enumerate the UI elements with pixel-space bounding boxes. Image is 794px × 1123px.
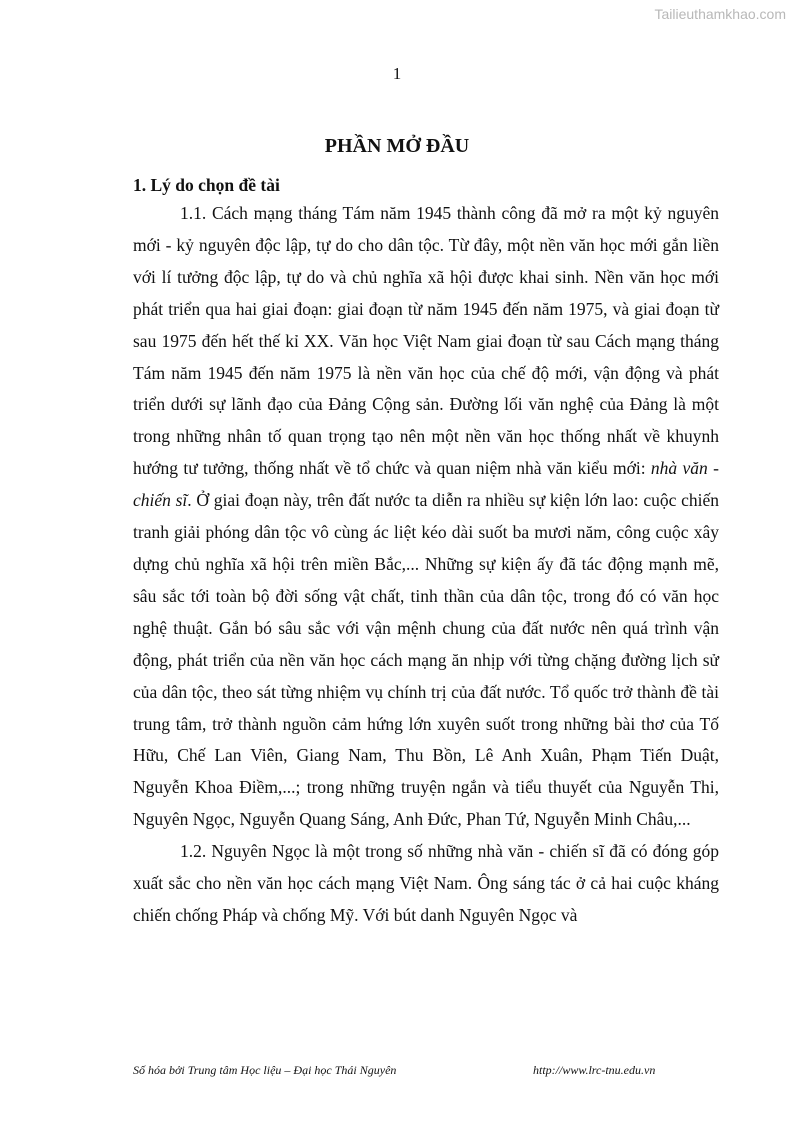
page-number: 1: [392, 64, 402, 83]
footer-url: http://www.lrc-tnu.edu.vn: [533, 1063, 656, 1077]
paragraph-1-1-emphasis: nhà văn - chiến sĩ: [133, 458, 719, 511]
paragraph-1-1: [133, 198, 719, 836]
paragraph-1-2: 1.2. Nguyên Ngọc là một trong số những nhà văn - chiến sĩ đã có đóng góp xuất sắc cho nền văn học cách mạng Việt Nam. Ông sáng tác ở cả hai cuộc kháng chiến chống Pháp và chống Mỹ. Với bút danh Nguyên Ngọc và: [133, 841, 719, 925]
body-text: [133, 198, 719, 932]
footer-source: Số hóa bởi Trung tâm Học liệu – Đại học Thái Nguyên: [133, 1063, 397, 1077]
section-heading: 1. Lý do chọn đề tài: [133, 175, 280, 195]
watermark: Tailieuthamkhao.com: [654, 6, 786, 22]
page-title: PHẦN MỞ ĐẦU: [324, 135, 470, 157]
paragraph-1-1-part-a: 1.1. Cách mạng tháng Tám năm 1945 thành công đã mở ra một kỷ nguyên mới - kỷ nguyên độc lập, tự do cho dân tộc. Từ đây, một nền văn học mới gắn liền với lí tưởng độc lập, tự do và chủ nghĩa xã hội được khai sinh. Nền văn học mới phát triển qua hai giai đoạn: giai đoạn từ năm 1945 đến năm 1975, và giai đoạn từ sau 1975 đến hết thế kỉ XX. Văn học Việt Nam giai đoạn từ sau Cách mạng tháng Tám năm 1945 đến năm 1975 là nền văn học của chế độ mới, vận động và phát triển dưới sự lãnh đạo của Đảng Cộng sản. Đường lối văn nghệ của Đảng là một trong những nhân tố quan trọng tạo nên một nền văn học thống nhất về khuynh hướng tư tưởng, thống nhất về tổ chức và quan niệm nhà văn kiểu mới:: [133, 203, 719, 479]
paragraph-1-1-part-b: . Ở giai đoạn này, trên đất nước ta diễn ra nhiều sự kiện lớn lao: cuộc chiến tranh giải phóng dân tộc vô cùng ác liệt kéo dài suốt ba mươi năm, công cuộc xây dựng chủ nghĩa xã hội trên miền Bắc,... Những sự kiện ấy đã tác động mạnh mẽ, sâu sắc tới toàn bộ đời sống vật chất, tinh thần của dân tộc, trong đó có văn học nghệ thuật. Gắn bó sâu sắc với vận mệnh chung của đất nước nên quá trình vận động, phát triển của nền văn học cách mạng ăn nhịp với từng chặng đường lịch sử của dân tộc, theo sát từng nhiệm vụ chính trị của đất nước. Tổ quốc trở thành đề tài trung tâm, trở thành nguồn cảm hứng lớn xuyên suốt trong những bài thơ của Tố Hữu, Chế Lan Viên, Giang Nam, Thu Bồn, Lê Anh Xuân, Phạm Tiến Duật, Nguyễn Khoa Điềm,...; trong những truyện ngắn và tiểu thuyết của Nguyễn Thi, Nguyên Ngọc, Nguyễn Quang Sáng, Anh Đức, Phan Tứ, Nguyễn Minh Châu,...: [133, 490, 719, 830]
